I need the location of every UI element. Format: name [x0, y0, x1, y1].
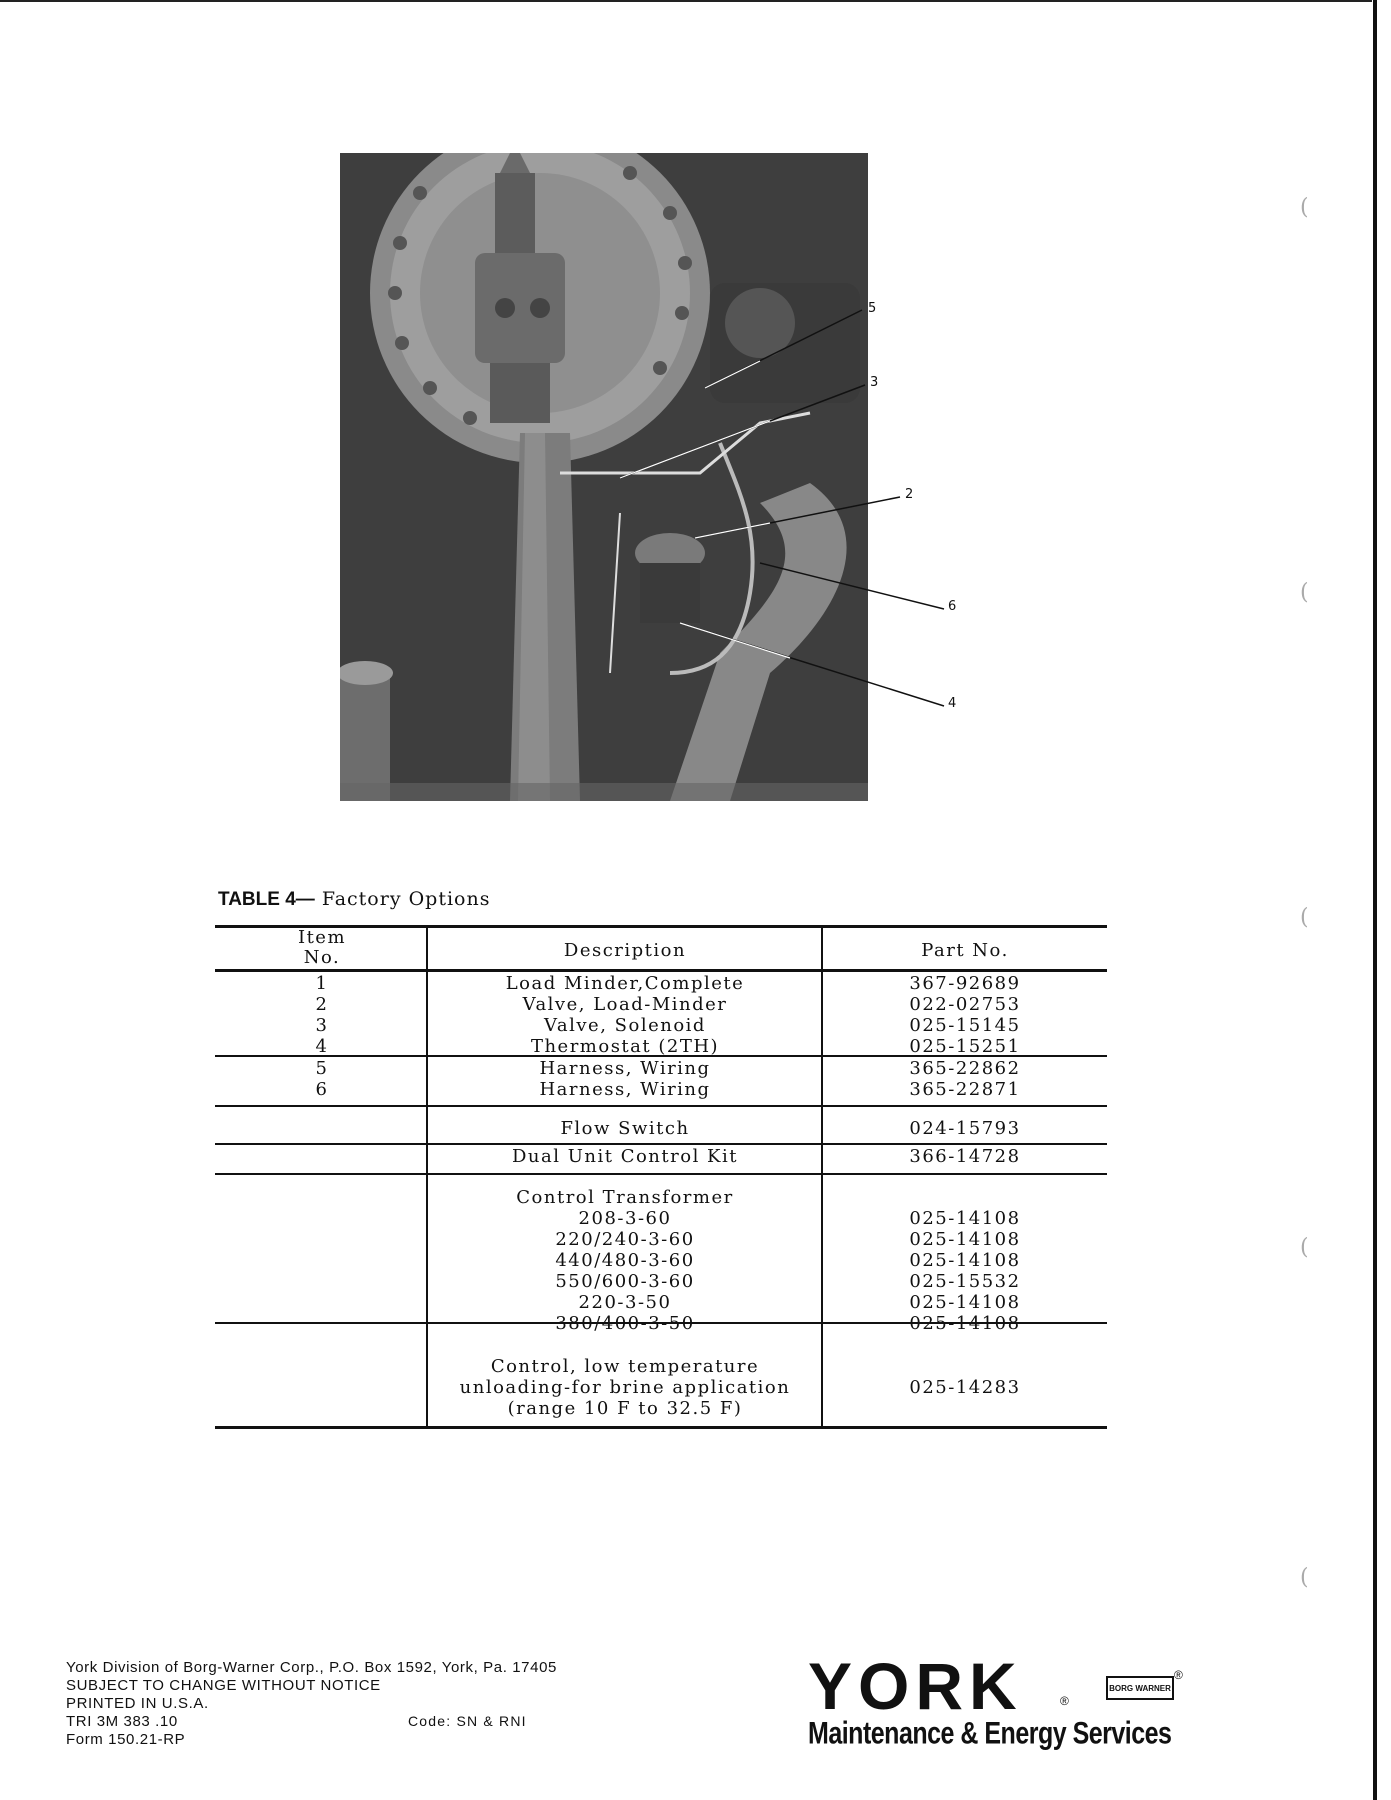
transformer-part: 025-14108 — [909, 1208, 1021, 1229]
callout-layer — [340, 153, 1000, 801]
transformer-voltage: 550/600-3-60 — [555, 1271, 695, 1292]
york-wordmark: YORK — [808, 1649, 1023, 1723]
callout-2: 2 — [905, 487, 914, 502]
row-description: Flow Switch — [560, 1118, 690, 1139]
row-part-no: 022-02753 — [909, 994, 1021, 1015]
transformer-voltage: 208-3-60 — [578, 1208, 672, 1229]
header-description: Description — [563, 940, 687, 961]
borg-warner-badge: BORG WARNER — [1106, 1676, 1174, 1700]
scan-edge — [1373, 0, 1377, 1800]
punch-mark: ( — [1300, 1235, 1309, 1260]
row-part-no: 366-14728 — [909, 1146, 1021, 1167]
punch-mark: ( — [1300, 580, 1309, 605]
row-description: Harness, Wiring — [539, 1079, 711, 1100]
footer-line: York Division of Borg-Warner Corp., P.O. Box 1592, York, Pa. 17405 — [66, 1659, 557, 1676]
punch-mark: ( — [1300, 1565, 1309, 1590]
table-title-prefix: TABLE 4— — [218, 889, 315, 910]
low-temp-line2: unloading-for brine application — [459, 1377, 791, 1398]
table-rule — [215, 1105, 1107, 1107]
transformer-part: 025-14108 — [909, 1313, 1021, 1334]
york-tagline: Maintenance & Energy Services — [808, 1716, 1172, 1751]
footer-line: TRI 3M 383 .10 — [66, 1713, 178, 1730]
transformer-part: 025-15532 — [909, 1271, 1021, 1292]
table-title — [218, 888, 490, 911]
callout-6: 6 — [948, 599, 957, 614]
callout-5: 5 — [868, 301, 877, 316]
row-part-no: 024-15793 — [909, 1118, 1021, 1139]
transformer-voltage: 220-3-50 — [578, 1292, 672, 1313]
transformer-voltage: 220/240-3-60 — [555, 1229, 695, 1250]
registered-mark: ® — [1060, 1694, 1069, 1708]
table-rule — [215, 1173, 1107, 1175]
header-item-line2: No. — [303, 947, 341, 968]
row-part-no: 365-22862 — [909, 1058, 1021, 1079]
table-rule — [215, 1143, 1107, 1145]
row-item-no: 5 — [315, 1058, 329, 1079]
row-description: Valve, Solenoid — [544, 1015, 706, 1036]
factory-options-table — [215, 925, 1107, 1430]
york-logo — [808, 1649, 1220, 1760]
punch-mark: ( — [1300, 195, 1309, 220]
row-description: Valve, Load-Minder — [522, 994, 728, 1015]
column-divider — [821, 925, 823, 1429]
footer-imprint — [66, 1659, 557, 1749]
row-description: Dual Unit Control Kit — [511, 1146, 738, 1167]
table-rule — [215, 969, 1107, 972]
header-item-line1: Item — [297, 927, 347, 948]
low-temp-part: 025-14283 — [909, 1377, 1021, 1398]
footer-code: Code: SN & RNI — [408, 1713, 527, 1729]
transformer-voltage: 440/480-3-60 — [555, 1250, 695, 1271]
row-description: Load Minder,Complete — [505, 973, 745, 994]
transformer-voltage: 380/400-3-50 — [555, 1313, 695, 1334]
transformer-part: 025-14108 — [909, 1229, 1021, 1250]
callout-4: 4 — [948, 696, 957, 711]
row-part-no: 025-15251 — [909, 1036, 1021, 1057]
row-part-no: 025-15145 — [909, 1015, 1021, 1036]
row-item-no: 1 — [315, 973, 329, 994]
low-temp-line1: Control, low temperature — [490, 1356, 760, 1377]
row-description: Thermostat (2TH) — [530, 1036, 720, 1057]
low-temp-line3: (range 10 F to 32.5 F) — [507, 1398, 743, 1419]
row-part-no: 365-22871 — [909, 1079, 1021, 1100]
transformer-title: Control Transformer — [516, 1187, 734, 1208]
row-item-no: 4 — [315, 1036, 329, 1057]
row-description: Harness, Wiring — [539, 1058, 711, 1079]
table-title-text: Factory Options — [321, 888, 491, 910]
footer-line: Form 150.21-RP — [66, 1731, 186, 1748]
punch-mark: ( — [1300, 905, 1309, 930]
transformer-part: 025-14108 — [909, 1250, 1021, 1271]
row-item-no: 2 — [315, 994, 329, 1015]
top-scan-rule — [0, 0, 1372, 2]
footer-line: PRINTED IN U.S.A. — [66, 1695, 209, 1712]
row-item-no: 6 — [315, 1079, 329, 1100]
footer-line: SUBJECT TO CHANGE WITHOUT NOTICE — [66, 1677, 381, 1694]
row-part-no: 367-92689 — [909, 973, 1021, 994]
transformer-part: 025-14108 — [909, 1292, 1021, 1313]
header-part-no: Part No. — [921, 940, 1009, 961]
callout-3: 3 — [870, 375, 879, 390]
table-rule — [215, 1426, 1107, 1429]
registered-mark: ® — [1174, 1668, 1183, 1682]
row-item-no: 3 — [315, 1015, 329, 1036]
